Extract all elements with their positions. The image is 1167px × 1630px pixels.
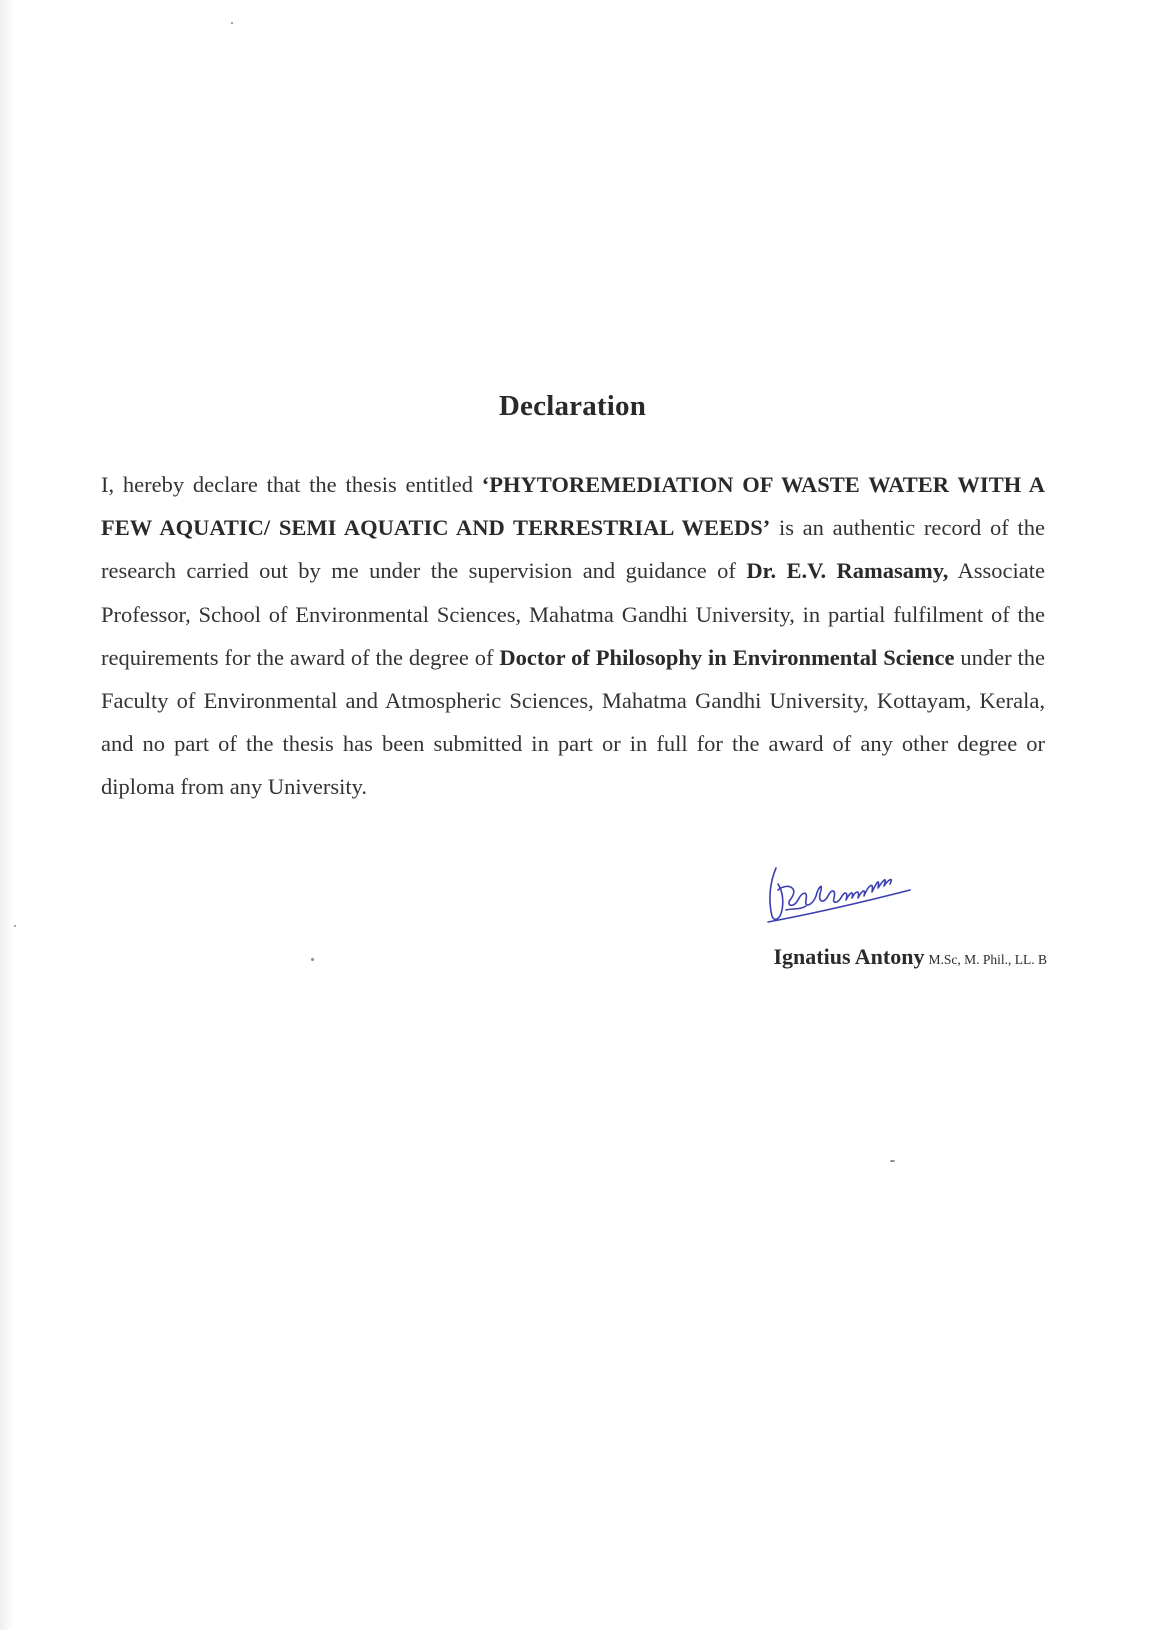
scan-speck [311, 958, 314, 961]
body-text-run: I, hereby declare that the thesis entitled [101, 472, 482, 497]
signatory-block [773, 944, 1047, 970]
body-text-run: Associate Professor, School of Environmental Sciences, Mahatma Gandhi University, in partial fulfilment of the requirements for the award of the degree of [101, 558, 1045, 670]
body-text-run: under the Faculty of Environmental and Atmospheric Sciences, Mahatma Gandhi University, Kottayam, Kerala, and no part of the thesis has been submitted in part or in full for the award of any other degree or diploma from any University. [101, 644, 1046, 800]
scan-speck [14, 925, 16, 927]
emphasized-text: Doctor of Philosophy in Environmental Science [499, 644, 955, 670]
scan-speck [231, 22, 233, 24]
page-title: Declaration [498, 390, 647, 422]
signatory-qualifications: M.Sc, M. Phil., LL. B [928, 952, 1047, 967]
signatory-name: Ignatius Antony [773, 944, 925, 969]
emphasized-text: Dr. E.V. Ramasamy, [746, 558, 949, 584]
body-text-run: is an authentic record of the research carried out by me under the supervision and guidance of [101, 515, 1045, 584]
scan-edge-shadow [0, 0, 14, 1630]
declaration-paragraph [101, 463, 1045, 809]
emphasized-text: ‘PHYTOREMEDIATION OF WASTE WATER WITH A FEW AQUATIC/ SEMI AQUATIC AND TERRESTRIAL WEEDS’ [101, 472, 1045, 541]
scan-speck [890, 1160, 895, 1162]
handwritten-signature [760, 860, 925, 930]
